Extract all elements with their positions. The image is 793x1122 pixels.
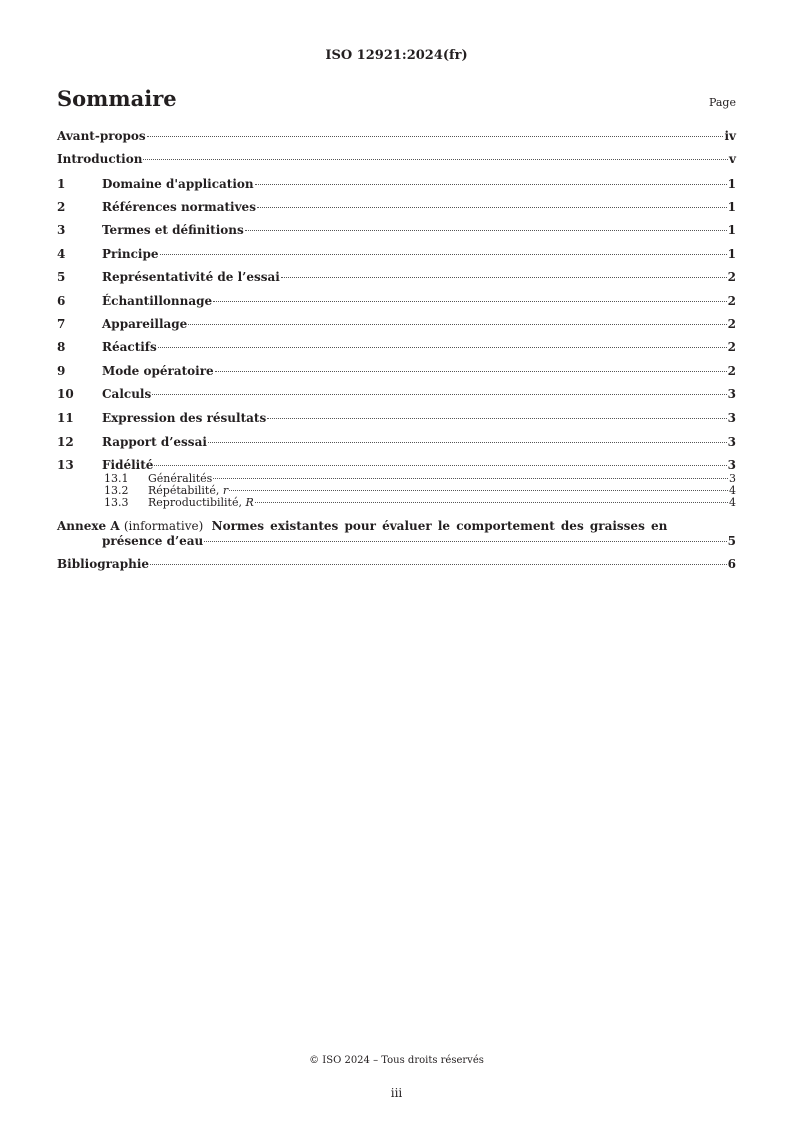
toc-entry-3[interactable] [57, 222, 736, 238]
annex-title-line-1 [57, 519, 736, 534]
toc-label: Représentativité de l’essai [102, 270, 280, 284]
toc-entry-5[interactable] [57, 269, 736, 285]
toc-label: Échantillonnage [102, 294, 213, 308]
toc-number: 2 [57, 200, 66, 214]
page-title: Sommaire [57, 86, 177, 111]
toc-label: Réactifs [102, 340, 157, 354]
toc-entry-annex-a[interactable] [57, 519, 736, 549]
toc-label-text: Reproductibilité, [148, 496, 246, 509]
dot-leader [213, 478, 728, 479]
toc-entry-4[interactable] [57, 246, 736, 262]
toc-label: Fidélité [102, 458, 154, 472]
dot-leader [152, 394, 726, 395]
toc-page: 2 [727, 317, 736, 331]
toc-page: 1 [727, 177, 736, 191]
toc-page: 3 [727, 411, 736, 425]
toc-number: 4 [57, 247, 66, 261]
toc-entry-10[interactable] [57, 386, 736, 402]
toc-entry-9[interactable] [57, 363, 736, 379]
dot-leader [143, 159, 728, 160]
toc-page: 4 [729, 484, 736, 497]
table-of-contents [57, 128, 736, 572]
toc-page: 2 [727, 294, 736, 308]
toc-page: 5 [727, 534, 736, 548]
toc-page: 3 [729, 472, 736, 485]
toc-number: 12 [57, 435, 74, 449]
toc-page: 2 [727, 364, 736, 378]
title-row [57, 86, 736, 111]
toc-number: 3 [57, 223, 66, 237]
toc-entry-avant-propos[interactable] [57, 128, 736, 144]
page-column-label: Page [708, 96, 736, 109]
dot-leader [267, 418, 726, 419]
dot-leader [255, 184, 727, 185]
toc-number: 13.2 [104, 484, 129, 497]
toc-page: 4 [729, 496, 736, 509]
dot-leader [158, 347, 727, 348]
toc-number: 13.3 [104, 496, 129, 509]
annex-title-line-2 [57, 534, 736, 549]
toc-number: 1 [57, 177, 66, 191]
toc-label: Appareillage [102, 317, 188, 331]
toc-label: Introduction [57, 152, 143, 166]
toc-page: 3 [727, 435, 736, 449]
toc-label: Calculs [102, 387, 152, 401]
toc-label [148, 497, 254, 509]
toc-entry-12[interactable] [57, 434, 736, 450]
toc-entry-11[interactable] [57, 410, 736, 426]
toc-page: 2 [727, 340, 736, 354]
toc-number: 11 [57, 411, 74, 425]
toc-number: 13.1 [104, 472, 129, 485]
toc-page: v [729, 152, 736, 166]
toc-entry-2[interactable] [57, 199, 736, 215]
toc-page: iv [724, 129, 736, 143]
toc-label: Mode opératoire [102, 364, 214, 378]
toc-entry-13[interactable] [57, 457, 736, 473]
toc-entry-1[interactable] [57, 176, 736, 192]
toc-number: 10 [57, 387, 74, 401]
toc-page: 2 [727, 270, 736, 284]
annex-type: (informative) [123, 519, 204, 533]
dot-leader [188, 324, 726, 325]
toc-label-text: Répétabilité, [148, 484, 223, 497]
toc-label: Domaine d'application [102, 177, 254, 191]
page-number: iii [390, 1086, 403, 1100]
toc-number: 7 [57, 317, 66, 331]
toc-label: Principe [102, 247, 159, 261]
dot-leader [229, 490, 728, 491]
toc-label: Références normatives [102, 200, 256, 214]
toc-variable: r [222, 484, 229, 497]
toc-label: Bibliographie [57, 557, 150, 571]
dot-leader [257, 207, 727, 208]
toc-label: Généralités [148, 472, 213, 485]
dot-leader [213, 301, 726, 302]
toc-page: 1 [727, 247, 736, 261]
toc-entry-6[interactable] [57, 293, 736, 309]
toc-page: 3 [727, 387, 736, 401]
annex-prefix: Annexe A [57, 519, 120, 533]
dot-leader [255, 502, 728, 503]
dot-leader [154, 465, 726, 466]
toc-number: 13 [57, 458, 74, 472]
toc-page: 6 [727, 557, 736, 571]
toc-label: Avant-propos [57, 129, 146, 143]
dot-leader [147, 136, 724, 137]
dot-leader [208, 442, 727, 443]
toc-number: 5 [57, 270, 66, 284]
dot-leader [245, 230, 727, 231]
copyright-footer: © ISO 2024 – Tous droits réservés [309, 1055, 484, 1066]
toc-number: 8 [57, 340, 66, 354]
dot-leader [281, 277, 727, 278]
toc-label: Rapport d’essai [102, 435, 207, 449]
toc-entry-7[interactable] [57, 316, 736, 332]
document-header: ISO 12921:2024(fr) [325, 48, 468, 63]
toc-number: 9 [57, 364, 66, 378]
toc-page: 1 [727, 200, 736, 214]
dot-leader [204, 541, 726, 542]
toc-entry-introduction[interactable] [57, 151, 736, 167]
toc-entry-bibliographie[interactable] [57, 556, 736, 572]
toc-page: 3 [727, 458, 736, 472]
toc-page: 1 [727, 223, 736, 237]
annex-title-continued: présence d’eau [102, 534, 204, 548]
toc-entry-8[interactable] [57, 339, 736, 355]
toc-label: Termes et définitions [102, 223, 244, 237]
toc-variable: R [245, 496, 254, 509]
dot-leader [215, 371, 727, 372]
dot-leader [160, 254, 727, 255]
toc-label: Expression des résultats [102, 411, 267, 425]
dot-leader [150, 564, 727, 565]
toc-number: 6 [57, 294, 66, 308]
toc-subentry-13-3[interactable] [57, 497, 736, 509]
annex-title: Normes existantes pour évaluer le comportement des graisses en [211, 519, 668, 533]
